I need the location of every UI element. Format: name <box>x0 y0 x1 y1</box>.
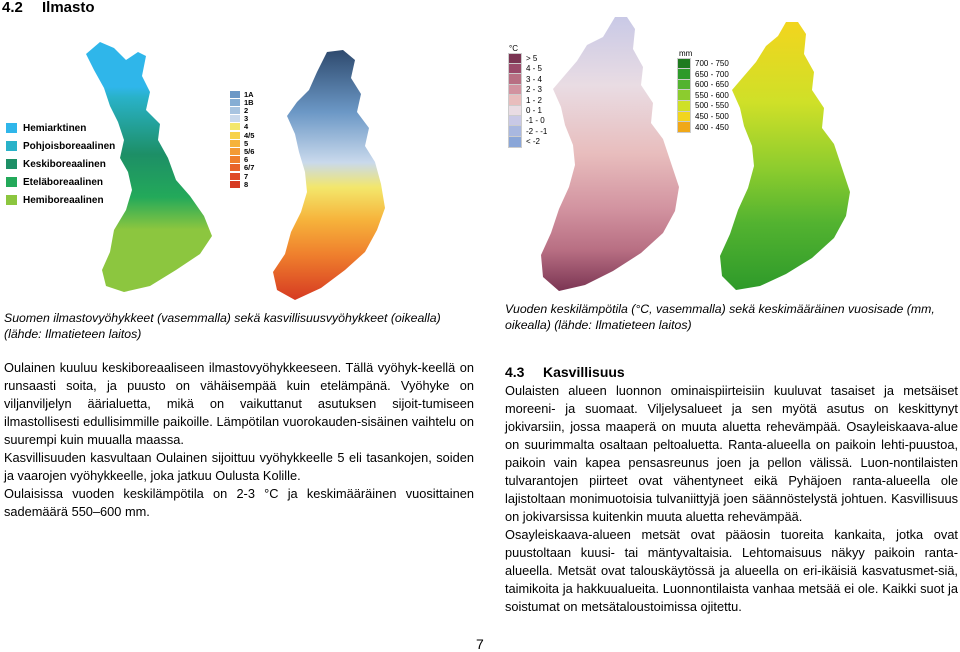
vegetation-zone-legend-item <box>230 131 254 139</box>
scale-label: -2 - -1 <box>526 126 548 136</box>
scale-label: 500 - 550 <box>695 101 729 111</box>
section-title: Ilmasto <box>42 0 95 16</box>
paragraph: Kasvillisuuden kasvultaan Oulainen sijoittuu vyöhykkeelle 5 eli tasankojen, soiden ja vaarojen vyöhykkeelle, joka jatkuu Oulusta Kolille. <box>4 450 474 483</box>
paragraph: Oulainen kuuluu keskiboreaaliseen ilmastovyöhykkeeseen. Tällä vyöhyk-keellä on runsaasti soita, ja puusto on vähäisempää kuin etelämpänä. Vyöhyke on viljanviljelyn äärialuetta, mikä on vaikuttanut asutuksen sijoit-tumiseen ilmastollisesti edullisimmille paikoille. Lämpötilan vuorokauden-sisäinen vaihtelu on suurempi kuin muualla maassa. <box>4 360 474 447</box>
legend-swatch <box>230 164 240 171</box>
section-number: 4.2 <box>2 0 23 16</box>
legend-label: 4/5 <box>244 130 255 140</box>
climate-zone-legend-item <box>6 193 104 207</box>
legend-swatch <box>230 107 240 114</box>
scale-label: 600 - 650 <box>695 80 729 90</box>
legend-label: 2 <box>244 105 249 115</box>
legend-swatch <box>230 132 240 139</box>
legend-swatch <box>230 115 240 122</box>
legend-swatch <box>6 141 17 151</box>
precipitation-unit: mm <box>679 49 693 58</box>
scale-swatch <box>677 121 691 133</box>
subsection-number: 4.3 <box>505 364 525 380</box>
legend-label: 5 <box>244 138 249 148</box>
climate-zone-legend-item <box>6 157 106 171</box>
climate-zone-legend-item <box>6 121 86 135</box>
legend-swatch <box>230 140 240 147</box>
legend-label: Pohjoisboreaalinen <box>23 140 116 152</box>
legend-label: Hemiarktinen <box>23 122 87 134</box>
scale-label: > 5 <box>526 54 538 63</box>
scale-label: -1 - 0 <box>526 116 545 126</box>
legend-label: 7 <box>244 171 249 181</box>
scale-label: 0 - 1 <box>526 106 543 115</box>
legend-label: 5/6 <box>244 146 255 156</box>
legend-swatch <box>230 173 240 180</box>
scale-label: 550 - 600 <box>695 90 729 100</box>
right-column-text <box>505 382 958 616</box>
temperature-scale-item <box>508 136 540 147</box>
vegetation-zone-legend-item <box>230 164 254 172</box>
subsection-title: Kasvillisuus <box>543 364 625 380</box>
section-heading <box>2 0 95 16</box>
legend-label: 1A <box>244 89 254 99</box>
legend-swatch <box>6 177 17 187</box>
legend-label: Eteläboreaalinen <box>23 176 104 188</box>
legend-label: Hemiboreaalinen <box>23 194 104 206</box>
scale-label: 2 - 3 <box>526 85 543 95</box>
scale-label: 700 - 750 <box>695 59 729 68</box>
scale-label: 3 - 4 <box>526 74 543 84</box>
temperature-unit: °C <box>509 44 518 53</box>
left-column-text <box>4 359 474 521</box>
legend-swatch <box>6 159 17 169</box>
legend-label: 6/7 <box>244 163 255 173</box>
legend-label: 3 <box>244 114 249 124</box>
vegetation-zone-map <box>265 50 395 305</box>
legend-label: Keskiboreaalinen <box>23 158 106 170</box>
precipitation-scale-item <box>677 122 729 133</box>
paragraph: Oulaisten alueen luonnon ominaispiirteisiin kuuluvat tasaiset ja metsäiset moreeni- ja suomaat. Viljelysalueet ja sen myötä asutus on keskittynyt jokivarsiin, jossa maaperä on muuta aluetta rehevämpää. Osayleiskaava-alue on suurimmalta osaltaan peltoaluetta. Ranta-alueella on paikoin lehti-puustoa, paikoin vain kapea pensasreunus joen ja pellon välissä. Luon-nontilaisten tulvarantojen piirteet ovat vähentyneet eikä Pyhäjoen ranta-alueella ole lajistoltaan monimuotoisia tulvaniittyjä joen säännöstelystä johtuen. Kasvillisuus on jokivarsissa kuitenkin muuta aluetta rehevämpää. <box>505 383 958 524</box>
right-figure-caption: Vuoden keskilämpötila (°C, vasemmalla) sekä keskimääräinen vuosisade (mm, oikealla) (lähde: Ilmatieteen laitos) <box>505 302 935 332</box>
scale-label: 4 - 5 <box>526 64 543 74</box>
subsection-heading <box>505 364 625 380</box>
page-number: 7 <box>476 636 484 652</box>
vegetation-zone-legend-item <box>230 98 254 106</box>
scale-label: < -2 <box>526 137 541 147</box>
legend-swatch <box>230 148 240 155</box>
climate-zone-legend-item <box>6 139 115 153</box>
scale-label: 450 - 500 <box>695 112 729 121</box>
scale-swatch <box>508 136 522 148</box>
legend-label: 4 <box>244 122 249 132</box>
legend-swatch <box>230 156 240 163</box>
legend-swatch <box>230 91 240 98</box>
legend-label: 6 <box>244 155 249 165</box>
scale-label: 400 - 450 <box>695 122 729 132</box>
scale-label: 1 - 2 <box>526 95 543 105</box>
vegetation-zone-legend-item <box>230 147 254 155</box>
legend-swatch <box>230 181 240 188</box>
legend-swatch <box>230 123 240 130</box>
vegetation-zone-legend-item <box>230 180 248 188</box>
scale-label: 650 - 700 <box>695 69 729 79</box>
left-figure-caption: Suomen ilmastovyöhykkeet (vasemmalla) sekä kasvillisuusvyöhykkeet (oikealla) (lähde: Ilmatieteen laitos) <box>4 311 441 341</box>
climate-zone-legend-item <box>6 175 103 189</box>
legend-swatch <box>6 123 17 133</box>
paragraph: Osayleiskaava-alueen metsät ovat pääosin tuoreita kankaita, jotka ovat puustoltaan kuusi- tai mäntyvaltaisia. Lehtomaisuus näkyy paikoin ranta-alueella. Metsät ovat talouskäytössä ja alueella on eri-ikäisiä kasvatusmet-siä, taimikoita ja hakkuualueita. Luonnontilaista vanhaa metsää ei ole. Kaikki suot ja soistumat on metsätaloustoimissa ojitettu. <box>505 527 958 614</box>
legend-swatch <box>230 99 240 106</box>
legend-swatch <box>6 195 17 205</box>
legend-label: 8 <box>244 179 249 189</box>
paragraph: Oulaisissa vuoden keskilämpötila on 2-3 °C ja keskimääräinen vuosittainen sademäärä 550–600 mm. <box>4 486 474 519</box>
legend-label: 1B <box>244 97 254 107</box>
